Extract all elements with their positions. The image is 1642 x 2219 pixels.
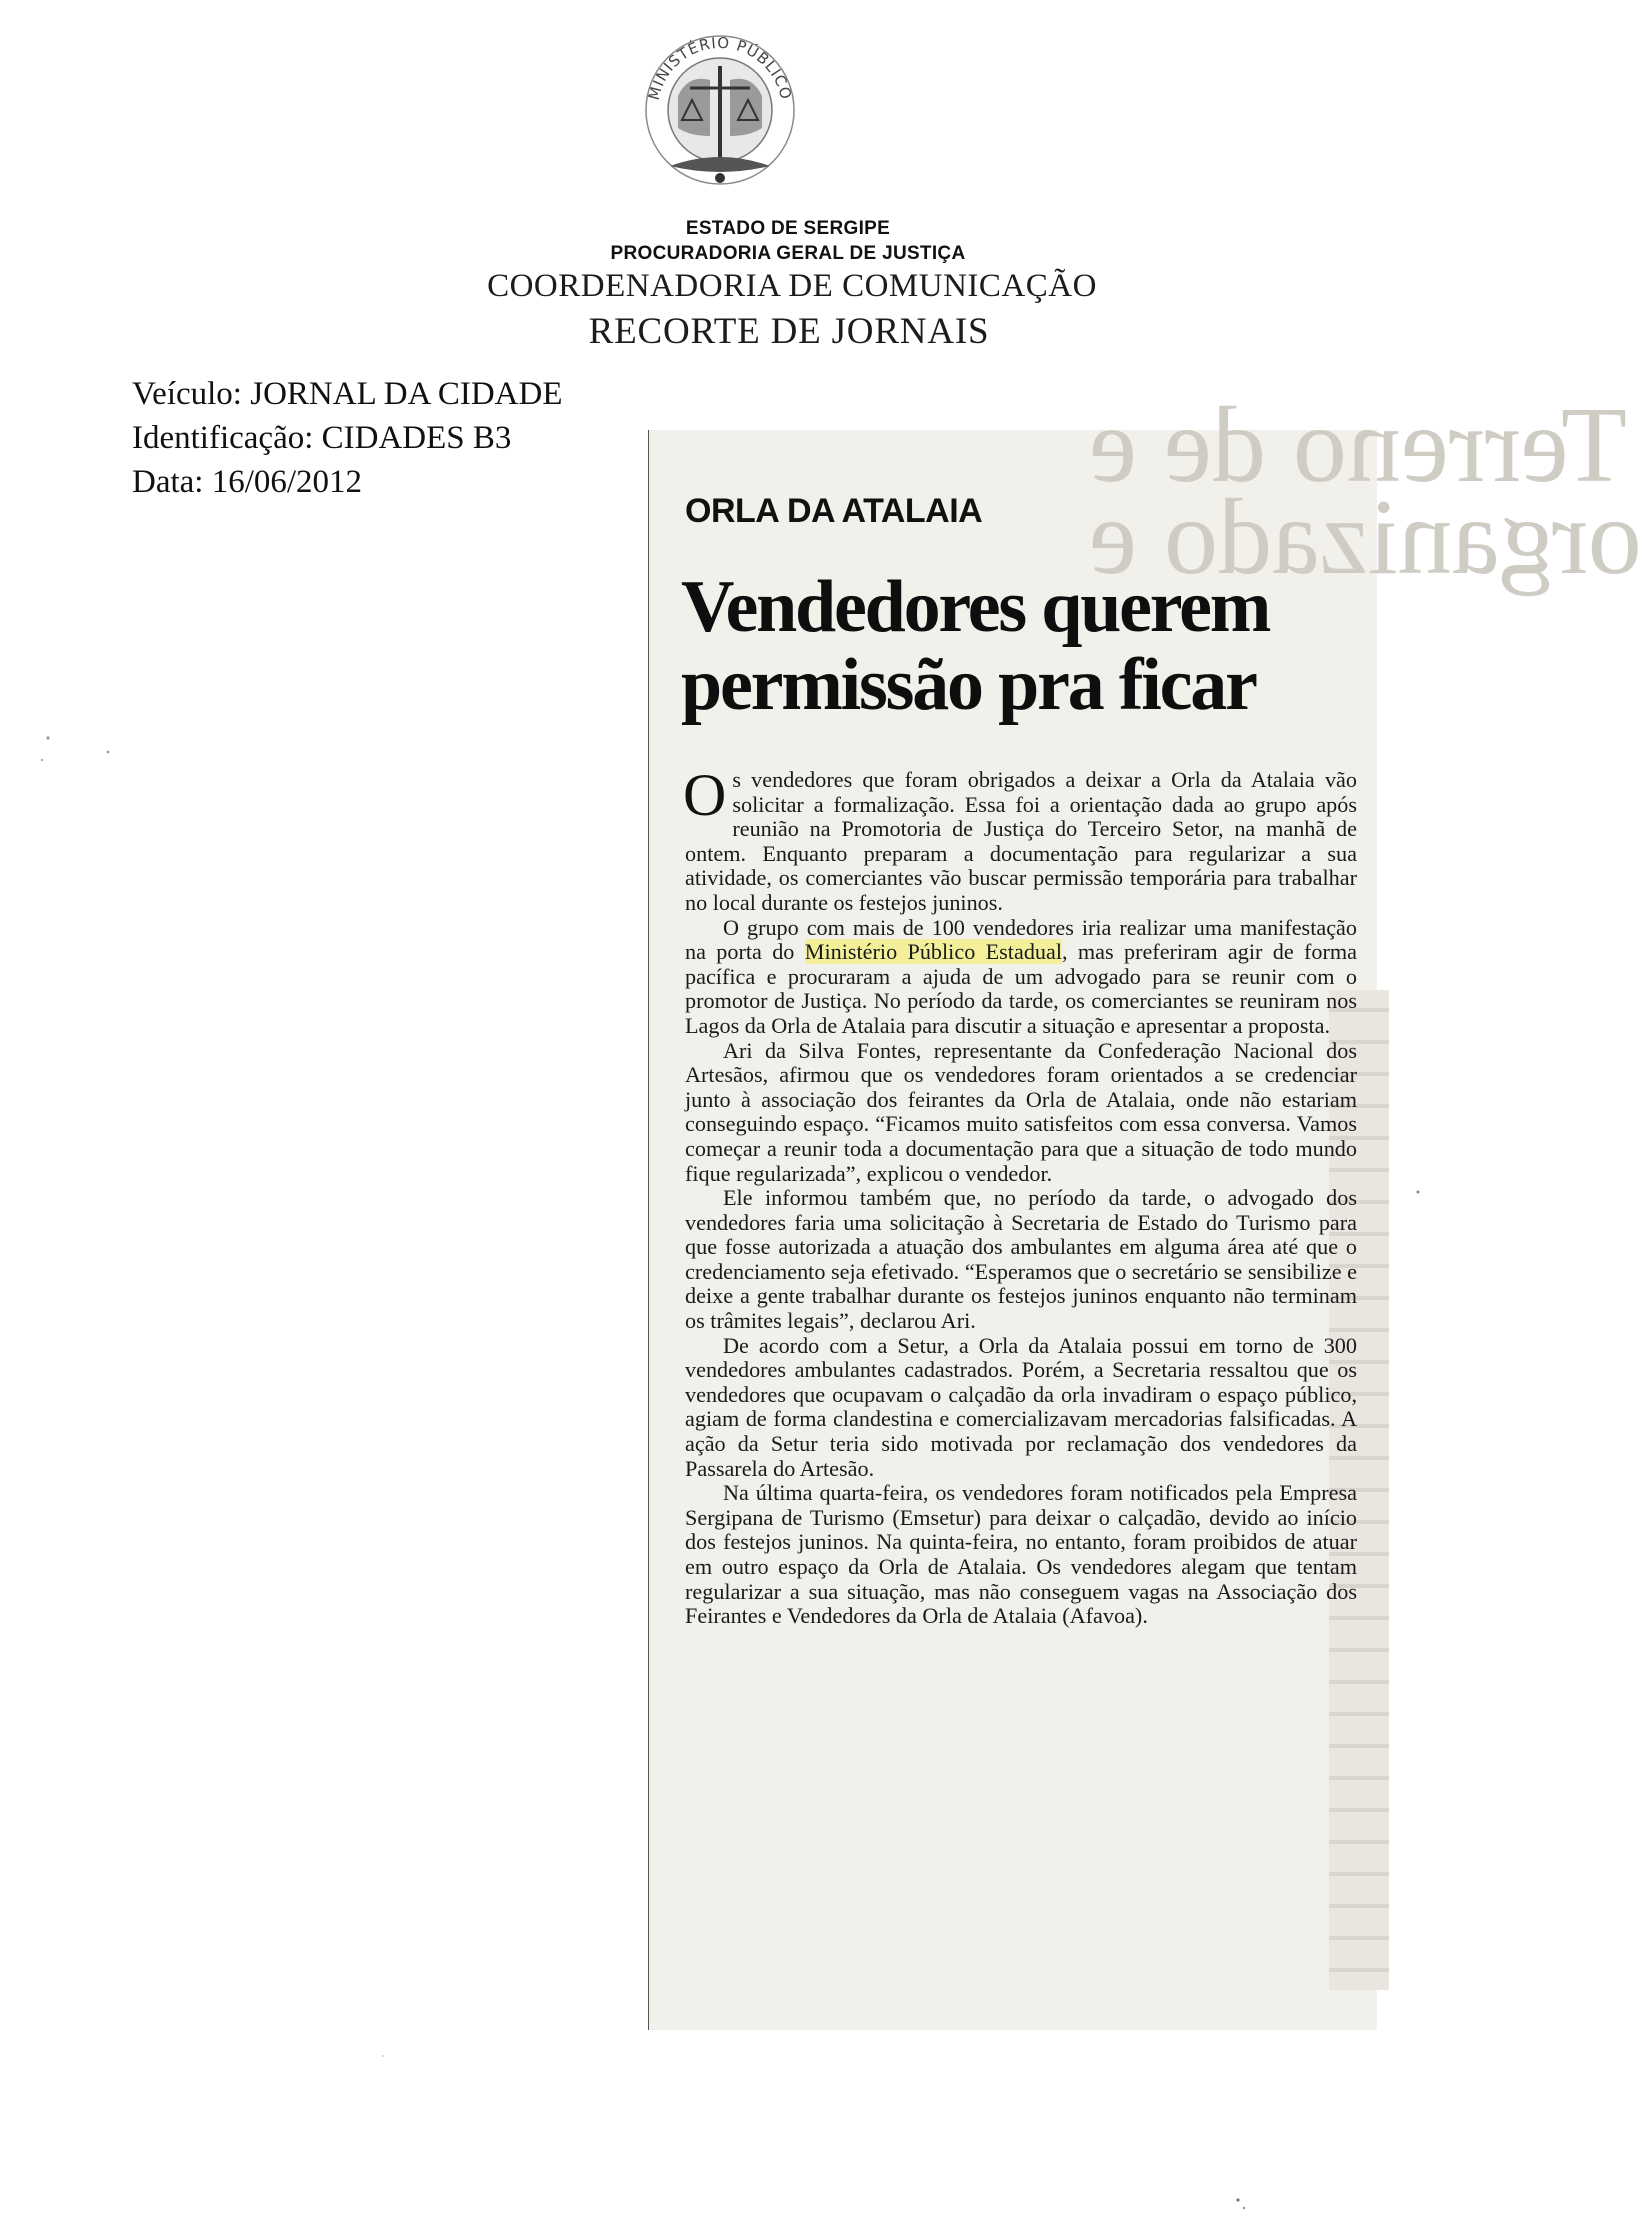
seal-arc-text: MINISTÉRIO PÚBLICO [644, 33, 796, 102]
bleed-through-line: organizado e [1089, 478, 1642, 597]
institution-state: ESTADO DE SERGIPE [685, 218, 891, 239]
paragraph-text: O grupo com mais de 100 vendedores iria realizar uma manifestação na porta do [685, 914, 1357, 965]
article-kicker: ORLA DA ATALAIA [685, 492, 983, 530]
article-paragraph: De acordo com a Setur, a Orla da Atalaia possui em torno de 300 vendedores ambulantes cadastrados. Porém, a Secretaria ressaltou que os vendedores que ocupavam o calçadão da orla invadiram o espaço público, agiam de forma clandestina e comercializavam mercadorias falsificadas. A ação da Setur teria sido motivada por reclamação dos vendedores da Passarela do Artesão. [685, 1332, 1357, 1481]
paragraph-text: s vendedores que foram obrigados a deixar a Orla da Atalaia vão solicitar a formalização. Essa foi a orientação dada ao grupo após reunião na Promotoria de Justiça do Terceiro Setor, na manhã de ontem. Enquanto preparam a documentação para regularizar a sua atividade, os comerciantes vão buscar permissão temporária para trabalhar no local durante os festejos juninos. [685, 767, 1357, 915]
article-headline: Vendedores querem permissão pra ficar [681, 566, 1270, 726]
article-paragraph: Ari da Silva Fontes, representante da Confederação Nacional dos Artesãos, afirmou que os vendedores foram orientados a se credenciar junto à associação dos feirantes da Orla de Atalaia, onde não estariam conseguindo espaço. “Ficamos muito satisfeitos com essa conversa. Vamos começar a reunir toda a documentação para que a situação de todo mundo fique regularizada”, explicou o vendedor. [685, 1037, 1357, 1186]
drop-cap: O [683, 762, 727, 828]
bleed-through-line: Terreno de e [1089, 386, 1628, 505]
article-paragraph [685, 916, 1357, 1039]
newspaper-clipping [648, 386, 1642, 2030]
ministerio-publico-seal [630, 18, 810, 208]
institution-coordenadoria: COORDENADORIA DE COMUNICAÇÃO [487, 268, 1097, 304]
article-paragraph [683, 762, 1357, 916]
meta-veiculo: Veículo: JORNAL DA CIDADE [132, 376, 563, 412]
meta-identificacao: Identificação: CIDADES B3 [132, 420, 512, 456]
meta-data: Data: 16/06/2012 [132, 464, 363, 500]
paragraph-text: , mas preferiram agir de forma pacífica e procuraram a ajuda de um advogado para se reunir com o promotor de Justiça. No período da tarde, os comerciantes se reuniram nos Lagos da Orla de Atalaia para discutir a situação e apresentar a proposta. [685, 939, 1357, 1038]
institution-procuradoria: PROCURADORIA GERAL DE JUSTIÇA [610, 243, 966, 264]
article-body [683, 762, 1357, 1629]
highlighted-text: Ministério Público Estadual [804, 939, 1063, 965]
bleed-through-text [1089, 386, 1642, 597]
document-type-title: RECORTE DE JORNAIS [588, 311, 990, 352]
article-paragraph: Ele informou também que, no período da tarde, o advogado dos vendedores faria uma solicitação à Secretaria de Estado do Turismo para que fosse autorizada a atuação dos ambulantes em alguma área até que o credenciamento seja efetivado. “Esperamos que o secretário se sensibilize e deixe a gente trabalhar durante os festejos juninos enquanto não terminam os trâmites legais”, declarou Ari. [685, 1185, 1357, 1334]
article-paragraph: Na última quarta-feira, os vendedores foram notificados pela Empresa Sergipana de Turismo (Emsetur) para deixar o calçadão, devido ao início dos festejos juninos. Na quinta-feira, no entanto, foram proibidos de atuar em outro espaço da Orla de Atalaia. Os vendedores alegam que tentam regularizar a sua situação, mas não conseguem vagas na Associação dos Feirantes e Vendedores da Orla de Atalaia (Afavoa). [685, 1480, 1357, 1629]
